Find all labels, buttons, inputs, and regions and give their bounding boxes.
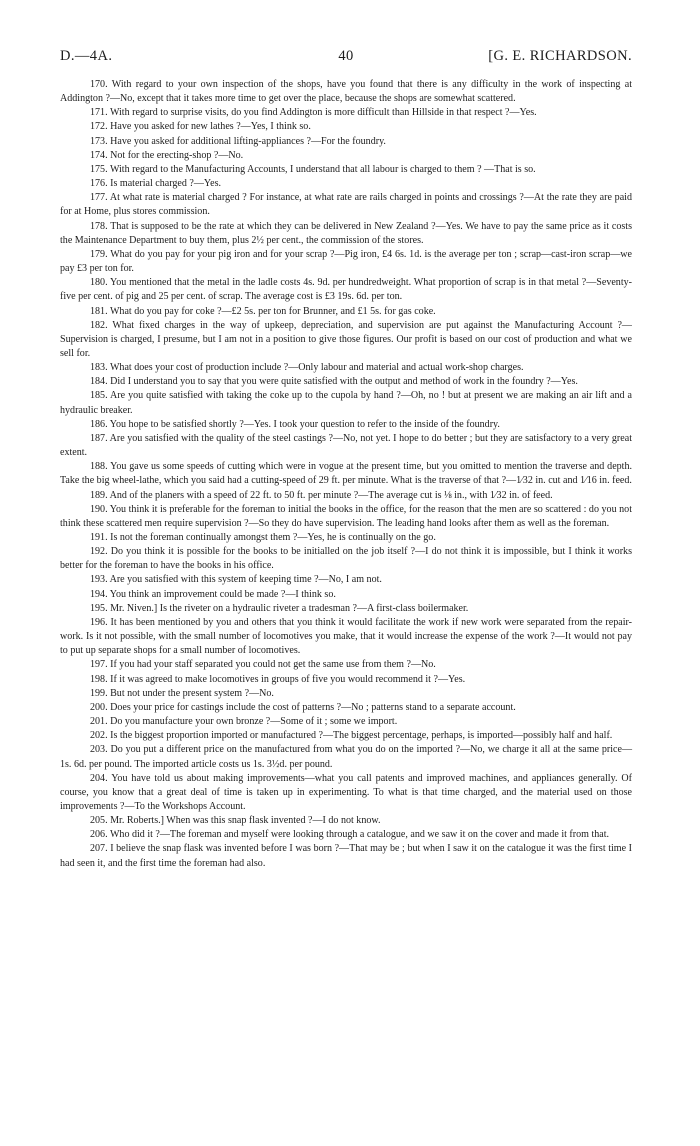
question-number: 170. [90, 79, 108, 90]
question-paragraph [60, 248, 632, 276]
question-number: 203. [90, 744, 108, 756]
question-text: You mentioned that the metal in the ladle costs 4s. 9d. per hundredweight. What proportion of scrap is in that metal ?—Seventy-five per cent. of pig and 25 per cent. of scrap. The average cost is £3 19s. 6d. per ton. [60, 277, 632, 303]
question-text: Mr. Roberts.] When was this snap flask invented ?—I do not know. [110, 815, 381, 827]
question-number: 186. [90, 418, 108, 430]
question-paragraph [60, 177, 632, 191]
question-paragraph [60, 828, 632, 842]
question-number: 184. [90, 376, 108, 388]
question-paragraph [60, 191, 632, 219]
question-number: 200. [90, 701, 108, 713]
question-paragraph [60, 78, 632, 106]
question-text: And of the planers with a speed of 22 ft. to 50 ft. per minute ?—The average cut is ⅛ in., with 1⁄32 in. of feed. [109, 489, 553, 501]
question-number: 195. [90, 602, 108, 614]
question-text: Are you quite satisfied with taking the coke up to the cupola by hand ?—Oh, no ! but at present we are making an air lift and a hydraulic breaker. [60, 390, 632, 416]
question-paragraph [60, 418, 632, 432]
question-number: 190. [90, 503, 108, 515]
question-paragraph [60, 361, 632, 375]
question-paragraph [60, 729, 632, 743]
question-number: 180. [90, 277, 108, 289]
question-number: 175. [90, 163, 108, 175]
question-number: 187. [90, 432, 108, 444]
question-paragraph [60, 602, 632, 616]
question-text: You think an improvement could be made ?—I think so. [109, 588, 336, 600]
question-text: Is the biggest proportion imported or manufactured ?—The biggest percentage, perhaps, is imported—possibly half and half. [110, 730, 613, 742]
question-text: At what rate is material charged ? For instance, at what rate are rails charged in points and crossings ?—At the rate they are paid for at Home, plus stores commission. [60, 192, 632, 218]
question-number: 192. [90, 546, 108, 558]
question-number: 196. [90, 616, 108, 628]
question-paragraph [60, 503, 632, 531]
question-paragraph [60, 588, 632, 602]
question-paragraph [60, 743, 632, 771]
question-paragraph [60, 389, 632, 417]
question-paragraph [60, 658, 632, 672]
question-number: 191. [90, 532, 108, 543]
question-paragraph [60, 545, 632, 573]
question-paragraph [60, 814, 632, 828]
question-text: Are you satisfied with this system of keeping time ?—No, I am not. [109, 574, 382, 586]
document-reference: D.—4A. [60, 48, 113, 64]
question-number: 193. [90, 574, 108, 586]
question-number: 204. [90, 772, 108, 784]
question-text: What do you pay for your pig iron and for your scrap ?—Pig iron, £4 6s. 1d. is the average per ton ; scrap—cast-iron scrap—we pay £3 per ton for. [60, 248, 632, 275]
question-paragraph [60, 842, 632, 870]
witness-name: [G. E. RICHARDSON. [488, 48, 632, 64]
question-number: 177. [90, 192, 108, 204]
page-number: 40 [338, 48, 354, 64]
question-text: With regard to your own inspection of the shops, have you found that there is any difficulty in the work of inspecting at Addington ?—No, except that it takes more time to get over the place, because the shops are somewhat scattered. [60, 79, 632, 105]
question-number: 199. [90, 687, 108, 699]
question-text: Is material charged ?—Yes. [110, 178, 222, 190]
question-number: 198. [90, 673, 108, 685]
question-text: That is supposed to be the rate at which they can be delivered in New Zealand ?—Yes. We have to pay the same price as it costs the Maintenance Department to buy them, plus 2½ per cent., the commission of the stores. [60, 220, 632, 246]
question-text: With regard to the Manufacturing Accounts, I understand that all labour is charged to them ? —That is so. [109, 163, 536, 175]
question-number: 171. [90, 107, 108, 119]
question-text: You gave us some speeds of cutting which were in vogue at the present time, but you omitted to mention the traverse and depth. Take the big wheel-lathe, which you said had a cutting-speed of 29 ft. per minute. What is the traverse of that ?—1⁄32 in. cut and 1⁄16 in. feed. [60, 461, 632, 487]
question-paragraph [60, 305, 632, 319]
question-paragraph [60, 460, 632, 488]
question-paragraph [60, 573, 632, 587]
question-number: 179. [90, 248, 108, 260]
question-paragraph [60, 375, 632, 389]
evidence-questions [60, 78, 632, 871]
question-text: You think it is preferable for the foreman to initial the books in the office, for the reason that the men are so scattered : do you not think these scattered men require supervision ?—So they do have supervision. The leading hand looks after them as well as the foreman. [60, 503, 632, 529]
question-number: 182. [90, 319, 108, 331]
question-text: Did I understand you to say that you were quite satisfied with the output and method of work in the foundry ?—Yes. [110, 376, 578, 388]
question-number: 189. [90, 489, 108, 501]
question-number: 206. [90, 829, 108, 841]
question-paragraph [60, 616, 632, 658]
question-number: 172. [90, 121, 108, 133]
question-text: You hope to be satisfied shortly ?—Yes. I took your question to refer to the inside of the foundry. [109, 418, 500, 430]
question-paragraph [60, 135, 632, 149]
question-paragraph [60, 163, 632, 177]
question-text: If you had your staff separated you could not get the same use from them ?—No. [110, 659, 436, 671]
question-paragraph [60, 701, 632, 715]
question-text: Not for the erecting-shop ?—No. [110, 149, 244, 161]
question-paragraph [60, 432, 632, 460]
question-paragraph [60, 715, 632, 729]
question-number: 183. [90, 362, 108, 374]
question-paragraph [60, 120, 632, 134]
question-paragraph [60, 319, 632, 361]
question-text: What do you pay for coke ?—£2 5s. per ton for Brunner, and £1 5s. for gas coke. [109, 305, 436, 317]
question-paragraph [60, 106, 632, 120]
question-text: Have you asked for additional lifting-appliances ?—For the foundry. [110, 135, 386, 147]
question-number: 174. [90, 149, 108, 161]
question-number: 197. [90, 659, 108, 671]
question-paragraph [60, 772, 632, 814]
question-paragraph [60, 220, 632, 248]
question-text: Have you asked for new lathes ?—Yes, I think so. [110, 121, 311, 133]
question-number: 181. [90, 305, 108, 317]
question-text: With regard to surprise visits, do you find Addington is more difficult than Hillside in that respect ?—Yes. [109, 107, 537, 119]
question-paragraph [60, 276, 632, 304]
question-number: 185. [90, 390, 108, 402]
question-paragraph [60, 149, 632, 163]
question-text: Does your price for castings include the cost of patterns ?—No ; patterns stand to a separate account. [110, 701, 516, 713]
question-text: If it was agreed to make locomotives in groups of five you would recommend it ?—Yes. [110, 673, 466, 685]
question-text: I believe the snap flask was invented before I was born ?—That may be ; but when I saw it on the catalogue it was the first time I had seen it, and the first time the foreman had also. [60, 843, 632, 869]
question-number: 176. [90, 178, 108, 190]
question-text: Do you put a different price on the manufactured from what you do on the imported ?—No, we charge it all at the same price—1s. 6d. per pound. The imported article costs us 1s. 3½d. per pound. [60, 744, 632, 770]
question-text: What does your cost of production include ?—Only labour and material and actual work-shop charges. [109, 362, 524, 374]
question-text: It has been mentioned by you and others that you think it would facilitate the work if new work were separated from the repair-work. Is it not possible, with the small number of locomotives you make, that it would increase the expense of the work ?—It would not pay to put up separate shops for a small number of locomotives. [60, 616, 632, 657]
question-text: Mr. Niven.] Is the riveter on a hydraulic riveter a tradesman ?—A first-class boilermaker. [110, 602, 469, 614]
question-text: What fixed charges in the way of upkeep, depreciation, and supervision are put against the Manufacturing Account ?—Supervision is charged, I presume, but I am not in a position to give those figures. Our profit is based on our cost of production and what we sell for. [60, 319, 632, 359]
question-number: 202. [90, 730, 108, 742]
question-number: 205. [90, 815, 108, 827]
question-paragraph [60, 687, 632, 701]
question-text: Who did it ?—The foreman and myself were looking through a catalogue, and we saw it on the cover and made it from that. [109, 829, 610, 841]
question-paragraph [60, 489, 632, 503]
question-number: 188. [90, 461, 108, 473]
question-text: Are you satisfied with the quality of the steel castings ?—No, not yet. I hope to do better ; but they are satisfactory to a very great extent. [60, 432, 632, 459]
question-paragraph [60, 531, 632, 545]
question-text: You have told us about making improvements—what you call patents and improved machines, and appliances generally. Of course, you know that a great deal of time is taken up in experimenting. To what is that time charged, and the material used on those improvements ?—To the Workshops Account. [60, 772, 633, 812]
question-number: 207. [90, 843, 108, 855]
question-text: But not under the present system ?—No. [110, 687, 274, 699]
question-number: 173. [90, 135, 108, 147]
question-number: 194. [90, 588, 108, 600]
question-number: 201. [90, 716, 108, 728]
question-text: Do you manufacture your own bronze ?—Some of it ; some we import. [110, 716, 398, 728]
page-header [60, 48, 632, 74]
question-text: Is not the foreman continually amongst them ?—Yes, he is continually on the go. [110, 532, 436, 543]
question-paragraph [60, 673, 632, 687]
question-number: 178. [90, 220, 108, 232]
question-text: Do you think it is possible for the books to be initialled on the job itself ?—I do not think it is impossible, but I think it works better for the foreman to have the books in his office. [60, 546, 632, 572]
